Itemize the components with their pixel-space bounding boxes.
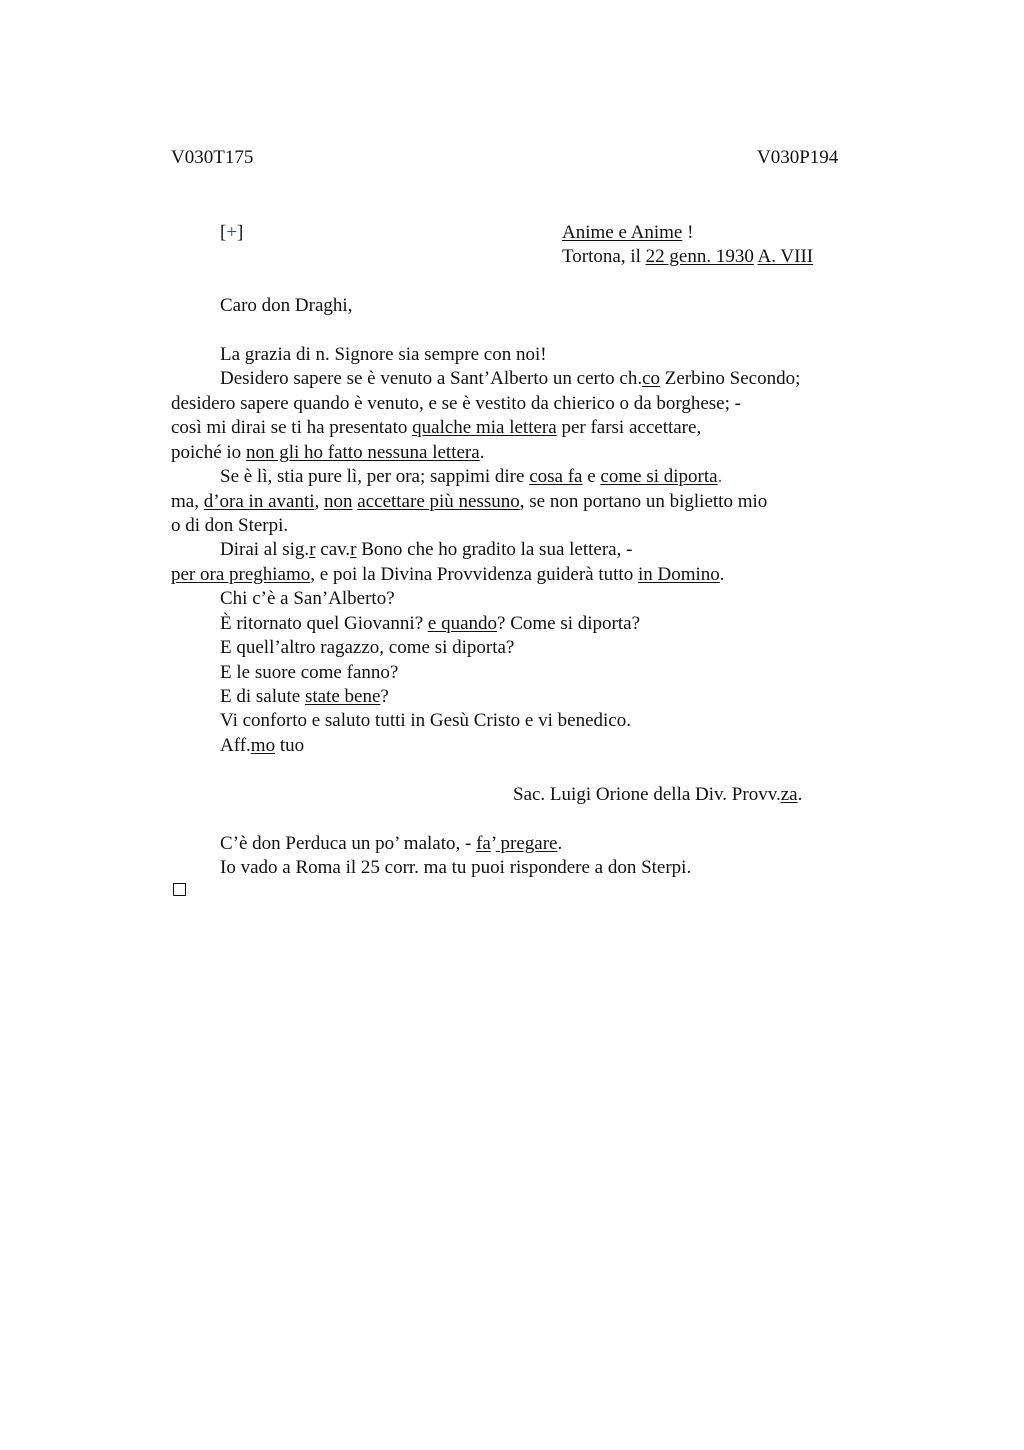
letter-line: desidero sapere quando è venuto, e se è vestito da chierico o da borghese; - <box>171 393 741 414</box>
cross-icon: + <box>226 222 238 243</box>
letter-line: È ritornato quel Giovanni? e quando? Come si diporta? <box>220 613 641 634</box>
letter-line: Dirai al sig.r cav.r Bono che ho gradito la sua lettera, - <box>220 539 633 560</box>
letter-line: Chi c’è a San’Alberto? <box>220 588 395 609</box>
letter-line: E quell’altro ragazzo, come si diporta? <box>220 637 515 658</box>
closing: Aff.mo tuo <box>220 735 305 756</box>
letter-line: Se è lì, stia pure lì, per ora; sappimi dire cosa fa e come si diporta. <box>220 466 723 487</box>
page-code-right: V030P194 <box>757 147 839 168</box>
letter-line: E di salute state bene? <box>220 686 389 707</box>
letter-line: o di don Sterpi. <box>171 515 289 536</box>
letter-line: Vi conforto e saluto tutti in Gesù Cristo e vi benedico. <box>220 710 631 731</box>
letter-line: per ora preghiamo, e poi la Divina Provvidenza guiderà tutto in Domino. <box>171 564 725 585</box>
letter-line: ma, d’ora in avanti, non accettare più nessuno, se non portano un biglietto mio <box>171 491 768 512</box>
letter-line: poiché io non gli ho fatto nessuna lettera. <box>171 442 485 463</box>
signature: Sac. Luigi Orione della Div. Provv.za. <box>513 784 803 805</box>
letter-line: E le suore come fanno? <box>220 662 399 683</box>
letter-line: La grazia di n. Signore sia sempre con noi! <box>220 344 547 365</box>
postscript-line: C’è don Perduca un po’ malato, - fa’ pregare. <box>220 833 563 854</box>
letter-line: così mi dirai se ti ha presentato qualche mia lettera per farsi accettare, <box>171 417 702 438</box>
postscript-line: Io vado a Roma il 25 corr. ma tu puoi rispondere a don Sterpi. <box>220 857 692 878</box>
box-icon <box>173 883 186 896</box>
place-date: Tortona, il 22 genn. 1930 A. VIII <box>562 246 814 267</box>
cross-marker: [+] <box>220 222 244 243</box>
salutation: Caro don Draghi, <box>220 295 353 316</box>
motto: Anime e Anime ! <box>562 222 694 243</box>
document-code-left: V030T175 <box>171 147 254 168</box>
letter-line: Desidero sapere se è venuto a Sant’Alberto un certo ch.co Zerbino Secondo; <box>220 368 801 389</box>
